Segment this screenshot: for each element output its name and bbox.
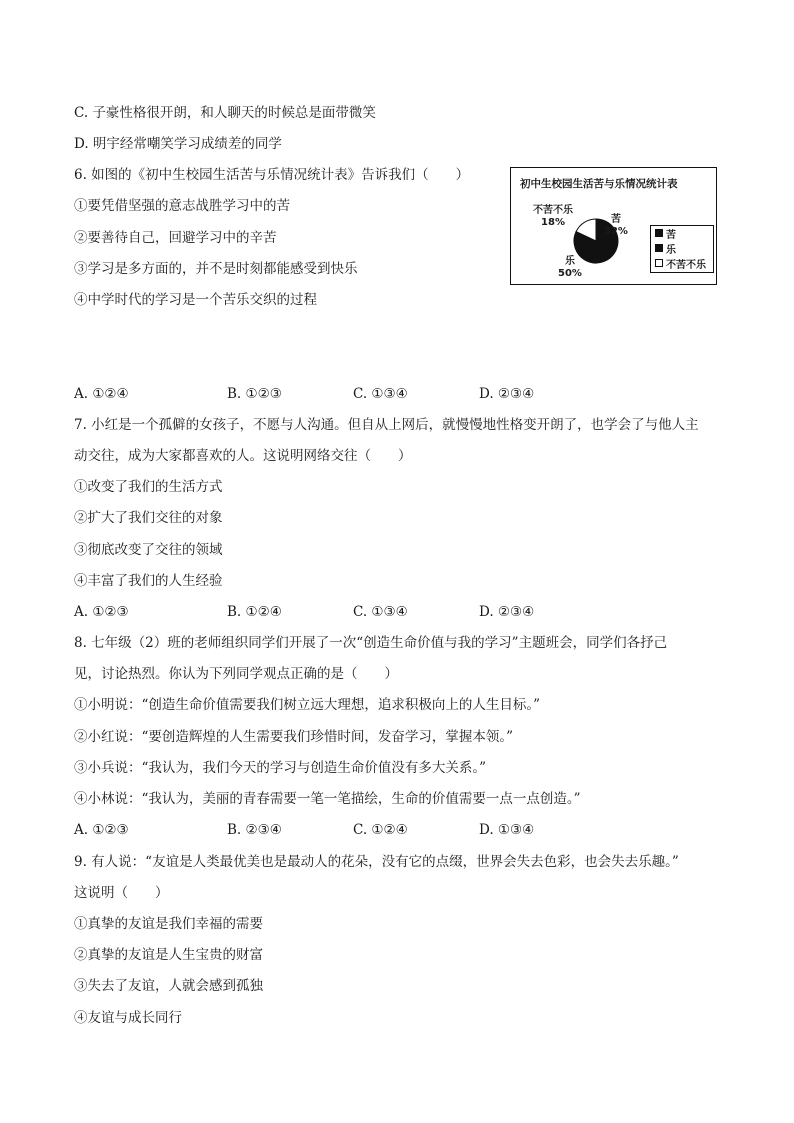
- q8-stem-line-2: 见，讨论热烈。你认为下列同学观点正确的是（ ）: [74, 666, 398, 682]
- legend-swatch-neutral: [655, 259, 663, 267]
- pie-label-joy-value: 50%: [558, 268, 582, 279]
- pie-label-bitter-name: 苦: [610, 214, 621, 225]
- q6-option-a[interactable]: A. ①②④: [74, 386, 129, 402]
- q6-stem: 6. 如图的《初中生校园生活苦与乐情况统计表》告诉我们（ ）: [74, 167, 470, 183]
- q8-option-a[interactable]: A. ①②③: [74, 822, 129, 838]
- q8-stem-line-1: 8. 七年级（2）班的老师组织同学们开展了一次“创造生命价值与我的学习”主题班会，同学们各抒己: [74, 635, 668, 651]
- q8-item-3: ③小兵说：“我认为，我们今天的学习与创造生命价值没有多大关系。”: [74, 760, 487, 776]
- q9-item-1: ①真挚的友谊是我们幸福的需要: [74, 916, 263, 932]
- legend-item-joy: [655, 244, 676, 257]
- legend-item-bitter: [655, 229, 676, 242]
- chart-legend: [650, 225, 714, 273]
- q7-option-b[interactable]: B. ①②④: [227, 604, 282, 620]
- q5-option-c: C. 子豪性格很开朗，和人聊天的时候总是面带微笑: [74, 105, 376, 121]
- q6-option-c[interactable]: C. ①③④: [353, 386, 408, 402]
- q8-option-b[interactable]: B. ②③④: [227, 822, 282, 838]
- pie-label-neutral: [533, 205, 573, 229]
- pie-chart-box: [510, 167, 717, 285]
- q6-option-d[interactable]: D. ②③④: [479, 386, 535, 402]
- q8-option-d[interactable]: D. ①③④: [479, 822, 535, 838]
- legend-label-bitter: 苦: [666, 230, 676, 241]
- q7-option-a[interactable]: A. ①②③: [74, 604, 129, 620]
- pie-label-neutral-value: 18%: [541, 217, 565, 228]
- pie-label-joy: [558, 256, 582, 280]
- legend-label-joy: 乐: [666, 245, 676, 256]
- q7-item-1: ①改变了我们的生活方式: [74, 479, 223, 495]
- q7-option-d[interactable]: D. ②③④: [479, 604, 535, 620]
- q7-stem-line-1: 7. 小红是一个孤僻的女孩子，不愿与人沟通。但自从上网后，就慢慢地性格变开朗了，也学会了与他人主: [74, 417, 699, 433]
- legend-swatch-joy: [655, 244, 663, 252]
- q8-item-2: ②小红说：“要创造辉煌的人生需要我们珍惜时间，发奋学习，掌握本领。”: [74, 729, 514, 745]
- q7-stem-line-2: 动交往，成为大家都喜欢的人。这说明网络交往（ ）: [74, 448, 412, 464]
- q6-item-4: ④中学时代的学习是一个苦乐交织的过程: [74, 292, 317, 308]
- q9-item-2: ②真挚的友谊是人生宝贵的财富: [74, 947, 263, 963]
- q6-item-1: ①要凭借坚强的意志战胜学习中的苦: [74, 198, 290, 214]
- pie-label-bitter: [604, 214, 628, 238]
- q8-option-c[interactable]: C. ①②④: [353, 822, 408, 838]
- q9-item-3: ③失去了友谊，人就会感到孤独: [74, 978, 263, 994]
- q7-item-2: ②扩大了我们交往的对象: [74, 510, 223, 526]
- q6-item-3: ③学习是多方面的，并不是时刻都能感受到快乐: [74, 261, 358, 277]
- q5-option-d: D. 明宇经常嘲笑学习成绩差的同学: [74, 136, 282, 152]
- chart-title: 初中生校园生活苦与乐情况统计表: [520, 178, 678, 190]
- q9-item-4: ④友谊与成长同行: [74, 1010, 182, 1026]
- legend-swatch-bitter: [655, 229, 663, 237]
- pie-label-joy-name: 乐: [564, 256, 575, 267]
- pie-label-bitter-value: 32%: [604, 226, 628, 237]
- pie-label-neutral-name: 不苦不乐: [533, 205, 573, 216]
- legend-label-neutral: 不苦不乐: [666, 260, 706, 271]
- q9-stem-line-2: 这说明（ ）: [74, 885, 169, 901]
- q7-item-3: ③彻底改变了交往的领域: [74, 542, 223, 558]
- q8-item-1: ①小明说：“创造生命价值需要我们树立远大理想，追求积极向上的人生目标。”: [74, 697, 541, 713]
- q6-option-b[interactable]: B. ①②③: [227, 386, 282, 402]
- legend-item-neutral: [655, 259, 706, 272]
- q8-item-4: ④小林说：“我认为，美丽的青春需要一笔一笔描绘，生命的价值需要一点一点创造。”: [74, 791, 581, 807]
- q7-item-4: ④丰富了我们的人生经验: [74, 573, 223, 589]
- q6-item-2: ②要善待自己，回避学习中的辛苦: [74, 230, 277, 246]
- q9-stem-line-1: 9. 有人说：“友谊是人类最优美也是最动人的花朵，没有它的点缀，世界会失去色彩，也会失去乐趣。”: [74, 854, 679, 870]
- q7-option-c[interactable]: C. ①③④: [353, 604, 408, 620]
